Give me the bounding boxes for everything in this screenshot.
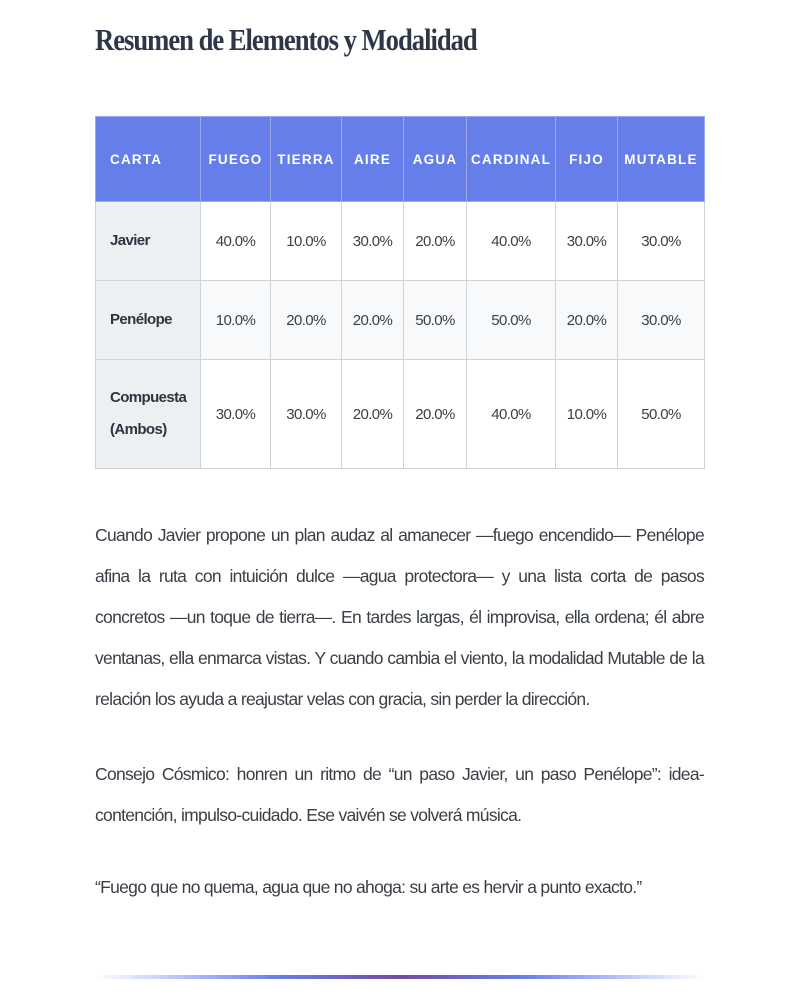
cosmic-advice-paragraph: Consejo Cósmico: honren un ritmo de “un paso Javier, un paso Penélope”: idea-contención, impulso-cuidado. Ese vaivén se volverá música. — [95, 764, 704, 825]
section-title: Resumen de Elementos y Modalidad — [95, 22, 477, 57]
header-agua: AGUA — [404, 117, 467, 202]
cell-mutable: 30.0% — [618, 281, 705, 360]
header-mutable: MUTABLE — [618, 117, 705, 202]
cell-tierra: 30.0% — [271, 360, 342, 469]
table-row — [96, 281, 705, 360]
table-row — [96, 360, 705, 469]
cell-aire: 30.0% — [342, 202, 404, 281]
closing-quote: “Fuego que no quema, agua que no ahoga: su arte es hervir a punto exacto.” — [95, 877, 642, 897]
header-carta: CARTA — [96, 117, 201, 202]
cell-fijo: 20.0% — [556, 281, 618, 360]
cell-tierra: 20.0% — [271, 281, 342, 360]
cell-mutable: 50.0% — [618, 360, 705, 469]
cell-cardinal: 40.0% — [467, 360, 556, 469]
header-fuego: FUEGO — [201, 117, 271, 202]
header-cardinal: CARDINAL — [467, 117, 556, 202]
cell-aire: 20.0% — [342, 360, 404, 469]
gradient-divider — [95, 975, 705, 979]
row-label: Penélope — [96, 281, 201, 360]
narrative-paragraph: Cuando Javier propone un plan audaz al amanecer —fuego encendido— Penélope afina la ruta con intuición dulce —agua protectora— y una lista corta de pasos concretos —un toque de tierra—. En tardes largas, él improvisa, ella ordena; él abre ventanas, ella enmarca vistas. Y cuando cambia el viento, la modalidad Mutable de la relación los ayuda a reajustar velas con gracia, sin perder la dirección. — [95, 525, 704, 709]
header-tierra: TIERRA — [271, 117, 342, 202]
cell-agua: 20.0% — [404, 202, 467, 281]
elements-modality-table — [95, 116, 705, 469]
cell-fijo: 10.0% — [556, 360, 618, 469]
cell-aire: 20.0% — [342, 281, 404, 360]
cell-tierra: 10.0% — [271, 202, 342, 281]
row-label: Javier — [96, 202, 201, 281]
cell-cardinal: 40.0% — [467, 202, 556, 281]
row-label: Compuesta (Ambos) — [96, 360, 201, 469]
header-fijo: FIJO — [556, 117, 618, 202]
cell-fuego: 40.0% — [201, 202, 271, 281]
table-row — [96, 202, 705, 281]
cell-fuego: 30.0% — [201, 360, 271, 469]
cell-agua: 50.0% — [404, 281, 467, 360]
cell-fijo: 30.0% — [556, 202, 618, 281]
header-aire: AIRE — [342, 117, 404, 202]
cell-cardinal: 50.0% — [467, 281, 556, 360]
cell-mutable: 30.0% — [618, 202, 705, 281]
cell-agua: 20.0% — [404, 360, 467, 469]
cell-fuego: 10.0% — [201, 281, 271, 360]
table-header-row — [96, 117, 705, 202]
